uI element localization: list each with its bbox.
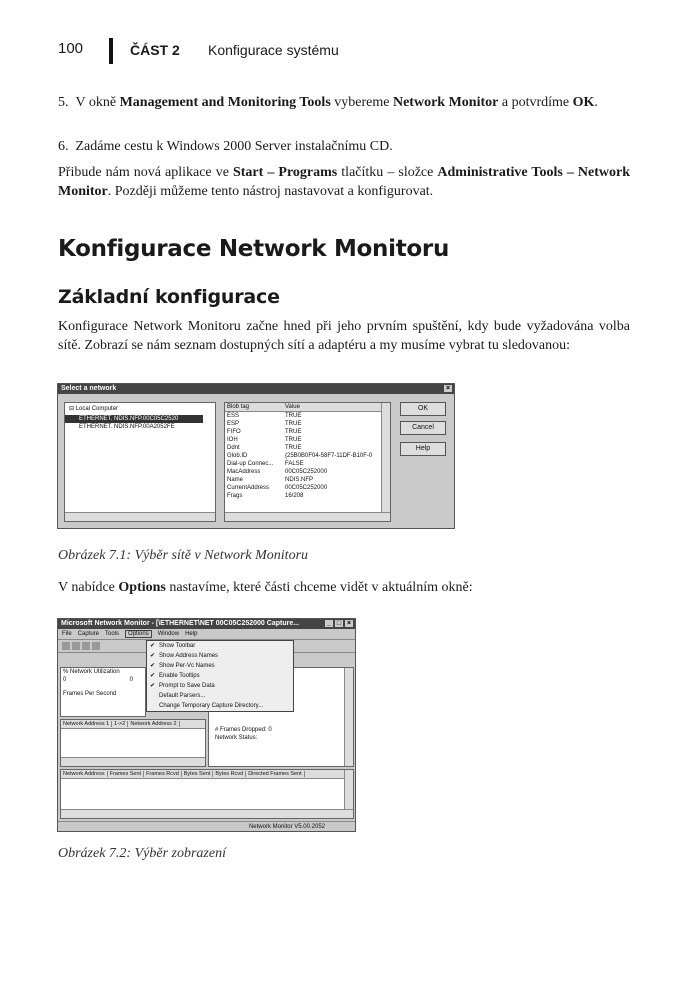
options-menu-item[interactable]: Change Temporary Capture Directory...: [159, 703, 264, 709]
network-tree[interactable]: [64, 402, 216, 522]
property-row[interactable]: Dial-up Connec... FALSE: [227, 461, 304, 467]
menu-help[interactable]: Help: [185, 631, 198, 637]
property-list-header: Blob tag Value: [225, 403, 390, 412]
column-header[interactable]: Directed Frames Sent: [246, 771, 305, 777]
running-title: Konfigurace systému: [208, 42, 339, 58]
menu-capture[interactable]: Capture: [77, 631, 100, 637]
tree-root[interactable]: ⊟ Local Computer: [69, 406, 119, 412]
vertical-scrollbar[interactable]: [344, 668, 353, 766]
paragraph-options: V nabídce Options nastavíme, které části chceme vidět v aktuálním okně:: [58, 580, 473, 595]
utilization-values: 0 0: [63, 677, 133, 683]
menu-file[interactable]: File: [62, 631, 72, 637]
minimize-icon[interactable]: _: [325, 620, 333, 627]
tree-item[interactable]: ETHERNET. NDIS.NFP.00A2052FE: [79, 424, 175, 430]
window-titlebar: Microsoft Network Monitor - [\ETHERNET\NET 00C05C252000 Capture... × □ _: [58, 619, 355, 629]
menu-options[interactable]: Options: [125, 630, 152, 638]
property-row[interactable]: ESP TRUE: [227, 421, 302, 427]
network-status: Network Status:: [215, 735, 258, 741]
section-heading: Konfigurace Network Monitoru: [58, 236, 450, 262]
step-5: 5. V okně Management and Monitoring Tools vybereme Network Monitor a potvrdíme OK.: [58, 95, 598, 110]
options-menu-item[interactable]: ✔ Show Per-Vc Names: [147, 661, 293, 671]
menu-tools[interactable]: Tools: [105, 631, 120, 637]
session-stats-pane: [60, 719, 206, 767]
column-header[interactable]: 1->2: [112, 721, 128, 727]
frames-per-second-label: Frames Per Second: [63, 691, 117, 697]
horizontal-scrollbar[interactable]: [65, 512, 215, 521]
subsection-heading: Základní konfigurace: [58, 286, 280, 308]
column-header[interactable]: Bytes Rcvd: [213, 771, 246, 777]
station-columns: [61, 770, 353, 779]
options-menu-item[interactable]: ✔ Prompt to Save Data: [147, 681, 293, 691]
toolbar-button-icon[interactable]: [92, 642, 100, 650]
options-menu-item[interactable]: Default Parsers...: [159, 693, 206, 699]
close-icon[interactable]: ×: [445, 385, 451, 392]
header-divider: [109, 38, 113, 64]
column-header[interactable]: Frames Sent: [108, 771, 144, 777]
ok-button[interactable]: OK: [400, 402, 446, 416]
property-row[interactable]: FIFO TRUE: [227, 429, 302, 435]
paragraph-new-app: Přibude nám nová aplikace ve Start – Programs tlačítku – složce Administrative Tools – Network Monitor. Později můžeme tento nástroj nastavovat a konfigurovat.: [58, 165, 631, 199]
tree-item-selected[interactable]: ETHERNET. NDIS.NFP.00C05C2520: [65, 415, 203, 423]
toolbar-button-icon[interactable]: [72, 642, 80, 650]
options-menu-item[interactable]: ✔ Show Toolbar: [147, 641, 293, 651]
page-number: 100: [58, 40, 84, 57]
horizontal-scrollbar[interactable]: [61, 757, 205, 766]
horizontal-scrollbar[interactable]: [225, 512, 390, 521]
select-network-dialog: [57, 383, 455, 529]
status-bar: Network Monitor V5.00.2052: [58, 821, 355, 831]
column-header[interactable]: Network Address 2: [128, 721, 179, 727]
property-row[interactable]: Ddnt TRUE: [227, 445, 302, 451]
column-header[interactable]: Frames Rcvd: [144, 771, 182, 777]
part-label: ČÁST 2: [130, 42, 180, 58]
cancel-button[interactable]: Cancel: [400, 421, 446, 435]
property-row[interactable]: IOH TRUE: [227, 437, 302, 443]
column-header[interactable]: Network Address: [61, 771, 108, 777]
paragraph-basic-config: Konfigurace Network Monitoru začne hned při jeho prvním spuštění, kdy bude vyžadována volba sítě. Zobrazí se nám seznam dostupných sítí a adaptéru a my musíme vybrat tu sledovanou:: [58, 319, 630, 353]
figure-caption-1: Obrázek 7.1: Výběr sítě v Network Monitoru: [58, 548, 309, 563]
property-row[interactable]: CurrentAddress 00C05C252000: [227, 485, 328, 491]
dialog-titlebar: Select a network ×: [58, 384, 454, 394]
property-row[interactable]: Frags 16/208: [227, 493, 304, 499]
property-row[interactable]: MacAddress 00C05C252000: [227, 469, 328, 475]
horizontal-scrollbar[interactable]: [61, 809, 353, 818]
station-stats-pane: [60, 769, 354, 819]
menubar: [58, 629, 355, 640]
step-6: 6. Zadáme cestu k Windows 2000 Server instalačnímu CD.: [58, 139, 393, 154]
property-row[interactable]: ESS TRUE: [227, 413, 302, 419]
column-header[interactable]: Network Address 1: [61, 721, 112, 727]
toolbar-button-icon[interactable]: [62, 642, 70, 650]
options-menu-item[interactable]: ✔ Show Address Names: [147, 651, 293, 661]
maximize-icon[interactable]: □: [336, 620, 342, 627]
options-menu-item[interactable]: ✔ Enable Tooltips: [147, 671, 293, 681]
property-list[interactable]: [224, 402, 391, 522]
session-columns: [61, 720, 205, 729]
menu-window[interactable]: Window: [157, 631, 180, 637]
figure-caption-2: Obrázek 7.2: Výběr zobrazení: [58, 846, 226, 861]
utilization-graph-pane: [60, 667, 146, 717]
close-icon[interactable]: ×: [346, 620, 352, 627]
column-header[interactable]: Bytes Sent: [182, 771, 214, 777]
property-row[interactable]: Glob.ID {25B0B0F04-58F7-11DF-B10F-0: [227, 453, 373, 459]
toolbar-button-icon[interactable]: [82, 642, 90, 650]
property-row[interactable]: Name NDIS.NFP: [227, 477, 314, 483]
frames-dropped: # Frames Dropped: 0: [215, 727, 272, 733]
vertical-scrollbar[interactable]: [381, 403, 390, 521]
help-button[interactable]: Help: [400, 442, 446, 456]
utilization-label: % Network Utilization: [63, 669, 120, 675]
options-dropdown-menu: [146, 640, 294, 712]
network-monitor-window: [57, 618, 356, 832]
